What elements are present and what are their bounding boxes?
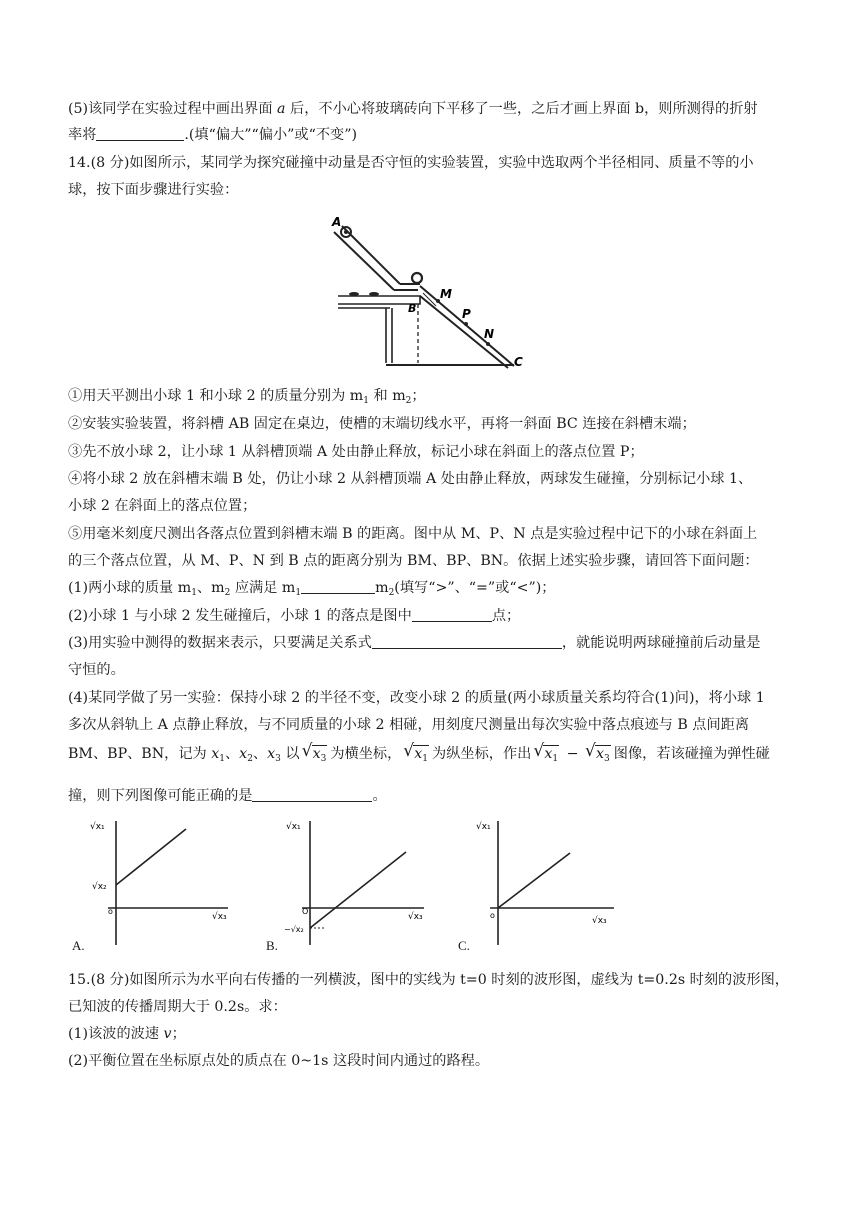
option-b-graph (284, 815, 434, 950)
y-axis-label: √x₁ (90, 822, 105, 832)
origin-label: O (302, 907, 309, 916)
option-c-label[interactable]: C. (458, 938, 470, 953)
q15-part1: (1)该波的波速 v； (68, 1026, 186, 1042)
answer-blank[interactable] (412, 607, 492, 622)
graph-line (498, 853, 570, 908)
y-axis-label: √x₁ (286, 822, 301, 832)
answer-blank[interactable] (372, 634, 562, 649)
q14-step5-line2: 的三个落点位置，从 M、P、N 到 B 点的距离分别为 BM、BP、BN。依据上述实验步骤，请回答下面问题： (68, 553, 759, 569)
ball-2-at-b (412, 273, 422, 283)
label-p: P (462, 307, 471, 321)
q14-part2: (2)小球 1 与小球 2 发生碰撞后，小球 1 的落点是图中 点； (68, 608, 521, 624)
option-c-graph (474, 815, 624, 950)
sqrt-x1: √ $x_1$ (534, 744, 559, 767)
incline-bc (420, 286, 514, 368)
q14-step3: ③先不放小球 2，让小球 1 从斜槽顶端 A 处由静止释放，标记小球在斜面上的落点位置 P； (68, 444, 644, 460)
answer-blank[interactable] (252, 787, 372, 802)
x-axis-label: √x₃ (408, 912, 423, 922)
label-a: A (332, 215, 342, 229)
sqrt-x3: √ $x_3$ (586, 744, 611, 767)
graph-line (116, 829, 186, 885)
option-a-graph (88, 815, 238, 950)
point-n-dot (486, 342, 490, 346)
q14-intro-line1: 14.(8 分)如图所示，某同学为探究碰撞中动量是否守恒的实验装置，实验中选取两个半径相同、质量不等的小 (68, 155, 754, 171)
q14-part4-line4: 撞，则下列图像可能正确的是 。 (68, 788, 387, 804)
q13-part5-line1: (5)该同学在实验过程中画出界面 a 后，不小心将玻璃砖向下平移了一些，之后才画上界面 b，则所测得的折射 (68, 101, 758, 117)
q14-part4-line1: (4)某同学做了另一实验：保持小球 2 的半径不变，改变小球 2 的质量(两小球质量关系均符合(1)问)，将小球 1 (68, 690, 765, 706)
q14-step2: ②安装实验装置，将斜槽 AB 固定在桌边，使槽的末端切线水平，再将一斜面 BC 连接在斜槽末端； (68, 416, 696, 432)
option-b-label[interactable]: B. (266, 938, 278, 953)
q14-step1: ①用天平测出小球 1 和小球 2 的质量分别为 $m_1$ 和 $m_2$； (68, 388, 426, 406)
answer-blank[interactable] (96, 126, 184, 141)
q14-part3-line1: (3)用实验中测得的数据来表示，只要满足关系式 ，就能说明两球碰撞前后动量是 (68, 635, 761, 651)
q14-part1: (1)两小球的质量 $m_1$、$m_2$ 应满足 $m_1$ $m_2$(填写“>”、“=”或“<”)； (68, 580, 556, 598)
graph-line (310, 852, 406, 928)
label-c: C (514, 355, 523, 369)
label-n: N (484, 327, 495, 341)
q14-part4-line3: BM、BP、BN，记为 $x_1$、$x_2$、$x_3$ 以√ $x_3$ 为横坐标，√ $x_1$ 为纵坐标，作出√ $x_1$ − √ $x_3$ 图像，若该碰撞为弹性碰 (68, 744, 770, 769)
x-axis-label: √x₃ (592, 916, 607, 926)
x-axis-label: √x₃ (212, 912, 227, 922)
sqrt-x3: √ $x_3$ (303, 744, 328, 767)
table-leg (386, 308, 392, 363)
q14-step4-line1: ④将小球 2 放在斜槽末端 B 处，仍让小球 2 从斜槽顶端 A 处由静止释放，两球发生碰撞，分别标记小球 1、 (68, 471, 753, 487)
option-a-label[interactable]: A. (72, 938, 85, 953)
y-axis-label: √x₁ (476, 822, 491, 832)
intercept-label: −√x₂ (284, 925, 304, 934)
origin-label: o (490, 911, 495, 920)
q15-line1: 15.(8 分)如图所示为水平向右传播的一列横波，图中的实线为 t=0 时刻的波形图，虚线为 t=0.2s 时刻的波形图， (68, 972, 789, 988)
q14-part4-line2: 多次从斜轨上 A 点静止释放，与不同质量的小球 2 相碰，用刻度尺测量出每次实验中落点痕迹与 B 点间距离 (68, 717, 750, 733)
q14-step5-line1: ⑤用毫米刻度尺测出各落点位置到斜槽末端 B 的距离。图中从 M、P、N 点是实验过程中记下的小球在斜面上 (68, 526, 758, 542)
q15-line2: 已知波的传播周期大于 0.2s。求： (68, 999, 287, 1015)
answer-blank[interactable] (301, 579, 375, 594)
origin-label: o (108, 907, 113, 916)
label-m: M (440, 287, 452, 301)
q15-part2: (2)平衡位置在坐标原点处的质点在 0~1s 这段时间内通过的路程。 (68, 1053, 490, 1069)
sqrt-x1: √ $x_1$ (404, 744, 429, 767)
label-b: B (408, 302, 417, 315)
q14-intro-line2: 球，按下面步骤进行实验： (68, 182, 239, 198)
q14-step4-line2: 小球 2 在斜面上的落点位置； (68, 498, 257, 514)
collision-apparatus-figure (328, 208, 528, 370)
q13-part5-line2: 率将 .(填“偏大”“偏小”或“不变”) (68, 127, 357, 143)
point-p-dot (464, 322, 468, 326)
q14-part3-line2: 守恒的。 (68, 662, 125, 678)
intercept-label: √x₂ (92, 882, 107, 892)
